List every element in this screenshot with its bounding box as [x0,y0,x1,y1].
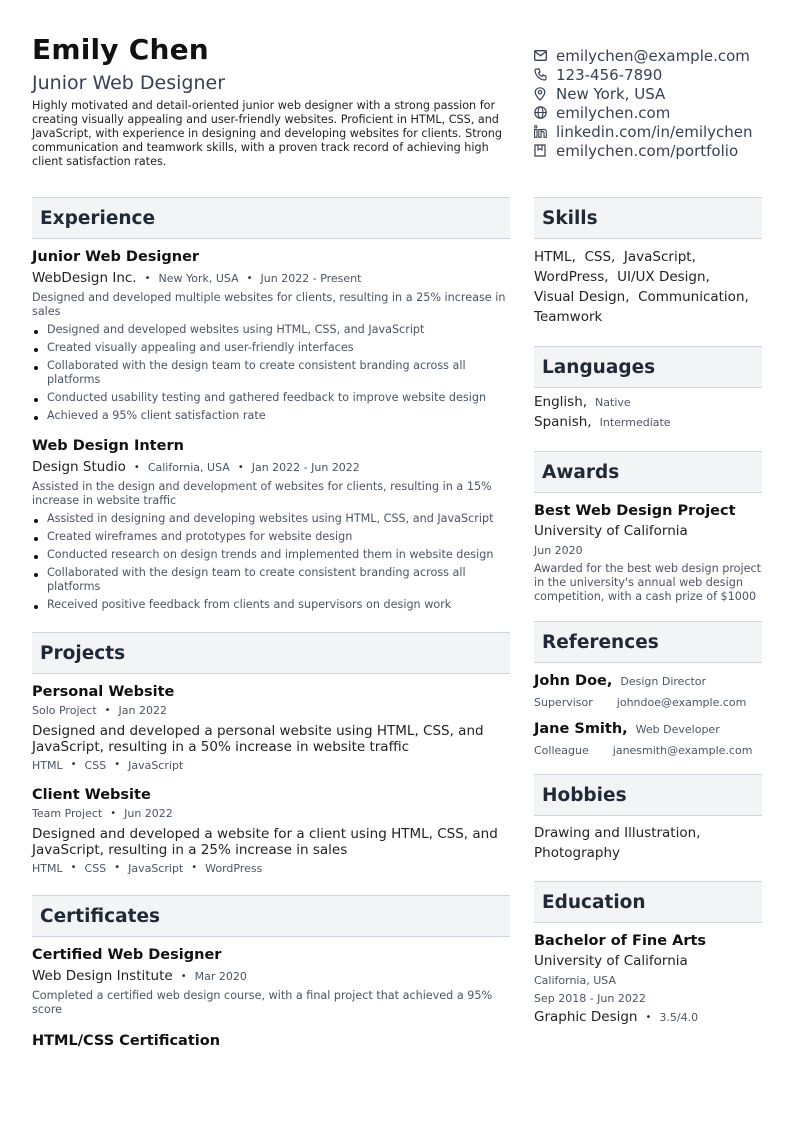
separator-dot: • [114,862,121,873]
experience-heading: Experience [32,197,510,239]
experience-item [32,249,510,423]
skill-item: JavaScript [623,249,692,265]
skill-item: CSS [584,249,612,265]
projects-heading: Projects [32,632,510,674]
awards-heading: Awards [534,451,762,493]
skill-item: HTML [534,249,572,265]
list-item: Assisted in designing and developing websites using HTML, CSS, and JavaScript [32,512,510,526]
project-item [32,684,510,772]
languages-list [534,394,762,434]
reference-item [534,673,762,709]
list-item: Created wireframes and prototypes for website design [32,530,510,544]
certificate-meta [32,968,510,984]
separator-dot: • [144,272,151,284]
candidate-role: Junior Web Designer [32,72,226,94]
award-description: Awarded for the best web design project in the university's annual web design competition, with a cash prize of $1000 [534,562,762,603]
contact-location [534,84,753,103]
reference-role: Design Director [620,675,707,688]
separator-dot: • [110,808,117,819]
contact-location-text: New York, USA [556,84,666,103]
language-level: Intermediate [599,416,671,429]
tag: HTML [32,862,63,875]
separator-dot: • [237,461,244,473]
list-item: Designed and developed websites using HTML, CSS, and JavaScript [32,323,510,337]
list-item: Received positive feedback from clients and supervisors on design work [32,598,510,612]
separator-dot: • [104,705,111,716]
list-item: Collaborated with the design team to create consistent branding across all platforms [32,359,510,387]
job-bullets [32,323,510,423]
reference-name: Jane Smith, [534,721,628,737]
award-title: Best Web Design Project [534,503,736,519]
language-item [534,394,762,414]
tag: WordPress [205,862,263,875]
reference-header [534,673,762,689]
left-column [32,197,510,1049]
company-name: WebDesign Inc. [32,270,137,286]
education-field: Graphic Design [534,1009,638,1025]
skill-item: Teamwork [534,309,603,325]
project-item [32,787,510,875]
job-bullets [32,512,510,612]
reference-item [534,721,762,757]
contact-portfolio-text: emilychen.com/portfolio [556,141,739,160]
skill-item: Communication [638,289,745,305]
job-meta [32,270,510,286]
job-meta [32,459,510,475]
reference-details [534,696,762,709]
list-item: Created visually appealing and user-friendly interfaces [32,341,510,355]
certificates-heading: Certificates [32,895,510,937]
project-date: Jan 2022 [118,704,167,717]
project-title: Client Website [32,787,151,803]
project-type: Solo Project [32,704,97,717]
award-item [534,503,762,604]
education-dates: Sep 2018 - Jun 2022 [534,992,646,1005]
reference-email[interactable]: johndoe@example.com [616,696,747,709]
certificate-item [32,947,510,1017]
phone-icon [534,68,556,81]
certificate-title: Certified Web Designer [32,947,222,963]
list-item: Collaborated with the design team to create consistent branding across all platforms [32,566,510,594]
reference-relation: Supervisor [534,696,593,709]
reference-details [534,744,762,757]
job-dates: Jun 2022 - Present [260,271,362,285]
tag: HTML [32,759,63,772]
mail-icon [534,50,556,61]
reference-role: Web Developer [635,723,720,736]
certificate-title: HTML/CSS Certification [32,1033,221,1049]
skills-heading: Skills [534,197,762,239]
reference-email[interactable]: janesmith@example.com [612,744,753,757]
tag: CSS [84,759,107,772]
right-column [534,197,762,1025]
school-location: California, USA [534,974,616,987]
location-pin-icon [534,87,556,101]
separator-dot: • [180,970,187,982]
skills-list: HTML, CSS, JavaScript, WordPress, UI/UX Design, Visual Design, Communication, Teamwork [534,249,749,325]
separator-dot: • [70,862,77,873]
education-gpa: 3.5/4.0 [659,1010,699,1024]
list-item: Achieved a 95% client satisfaction rate [32,409,510,423]
education-item [534,933,762,1025]
skill-item: UI/UX Design [617,269,706,285]
project-tags [32,862,510,875]
reference-relation: Colleague [534,744,589,757]
list-item: Conducted usability testing and gathered feedback to improve website design [32,391,510,405]
contact-linkedin[interactable] [534,122,753,141]
certificate-date: Mar 2020 [194,969,247,983]
contact-email-text: emilychen@example.com [556,46,750,65]
contact-list [534,46,753,160]
education-field-row [534,1009,762,1025]
tag: CSS [84,862,107,875]
separator-dot: • [70,759,77,770]
profile-summary: Highly motivated and detail-oriented junior web designer with a strong passion for creating visually appealing and user-friendly websites. Proficient in HTML, CSS, and JavaScript, with experience in designing and developing websites for clients. Strong communication and teamwork skills, with a proven track record of achieving high client satisfaction rates. [32,99,502,168]
references-heading: References [534,621,762,663]
reference-name: John Doe, [534,673,613,689]
separator-dot: • [133,461,140,473]
globe-icon [534,106,556,119]
job-title: Web Design Intern [32,438,184,454]
job-location: New York, USA [158,271,239,285]
language-name: English, [534,394,588,410]
hobbies-text: Drawing and Illustration, Photography [534,825,701,861]
portfolio-icon [534,144,556,157]
award-date: Jun 2020 [534,544,583,557]
project-tags [32,759,510,772]
award-org: University of California [534,523,688,539]
hobbies-heading: Hobbies [534,774,762,816]
skill-item: Visual Design [534,289,626,305]
languages-heading: Languages [534,346,762,388]
school-name: University of California [534,953,688,969]
tag: JavaScript [128,862,184,875]
job-summary: Designed and developed multiple websites for clients, resulting in a 25% increase in sales [32,291,506,318]
skill-item: WordPress [534,269,605,285]
certificate-description: Completed a certified web design course, with a final project that achieved a 95% score [32,989,493,1016]
job-summary: Assisted in the design and development of websites for clients, resulting in a 15% increase in website traffic [32,480,492,507]
certificate-issuer: Web Design Institute [32,968,173,984]
job-location: California, USA [147,460,230,474]
degree-title: Bachelor of Fine Arts [534,933,707,949]
reference-header [534,721,762,737]
project-description: Designed and developed a personal website using HTML, CSS, and JavaScript, resulting in a 50% increase in website traffic [32,723,484,755]
language-name: Spanish, [534,414,592,430]
linkedin-icon [534,125,556,138]
separator-dot: • [246,272,253,284]
job-title: Junior Web Designer [32,249,200,265]
contact-website-text: emilychen.com [556,103,671,122]
education-heading: Education [534,881,762,923]
contact-linkedin-text: linkedin.com/in/emilychen [556,122,753,141]
contact-portfolio[interactable] [534,141,753,160]
separator-dot: • [191,862,198,873]
language-item [534,414,762,434]
certificate-item [32,1033,510,1049]
list-item: Conducted research on design trends and implemented them in website design [32,548,510,562]
project-date: Jun 2022 [124,807,173,820]
project-title: Personal Website [32,684,175,700]
job-dates: Jan 2022 - Jun 2022 [251,460,360,474]
contact-email[interactable] [534,46,753,65]
contact-website[interactable] [534,103,753,122]
contact-phone-text: 123-456-7890 [556,65,663,84]
separator-dot: • [114,759,121,770]
project-meta [32,807,510,820]
company-name: Design Studio [32,459,126,475]
language-level: Native [595,396,631,409]
candidate-name: Emily Chen [32,33,209,66]
tag: JavaScript [128,759,184,772]
separator-dot: • [645,1011,652,1023]
contact-phone[interactable] [534,65,753,84]
project-type: Team Project [32,807,103,820]
experience-item [32,438,510,612]
project-meta [32,704,510,717]
project-description: Designed and developed a website for a client using HTML, CSS, and JavaScript, resulting in a 25% increase in sales [32,826,498,858]
